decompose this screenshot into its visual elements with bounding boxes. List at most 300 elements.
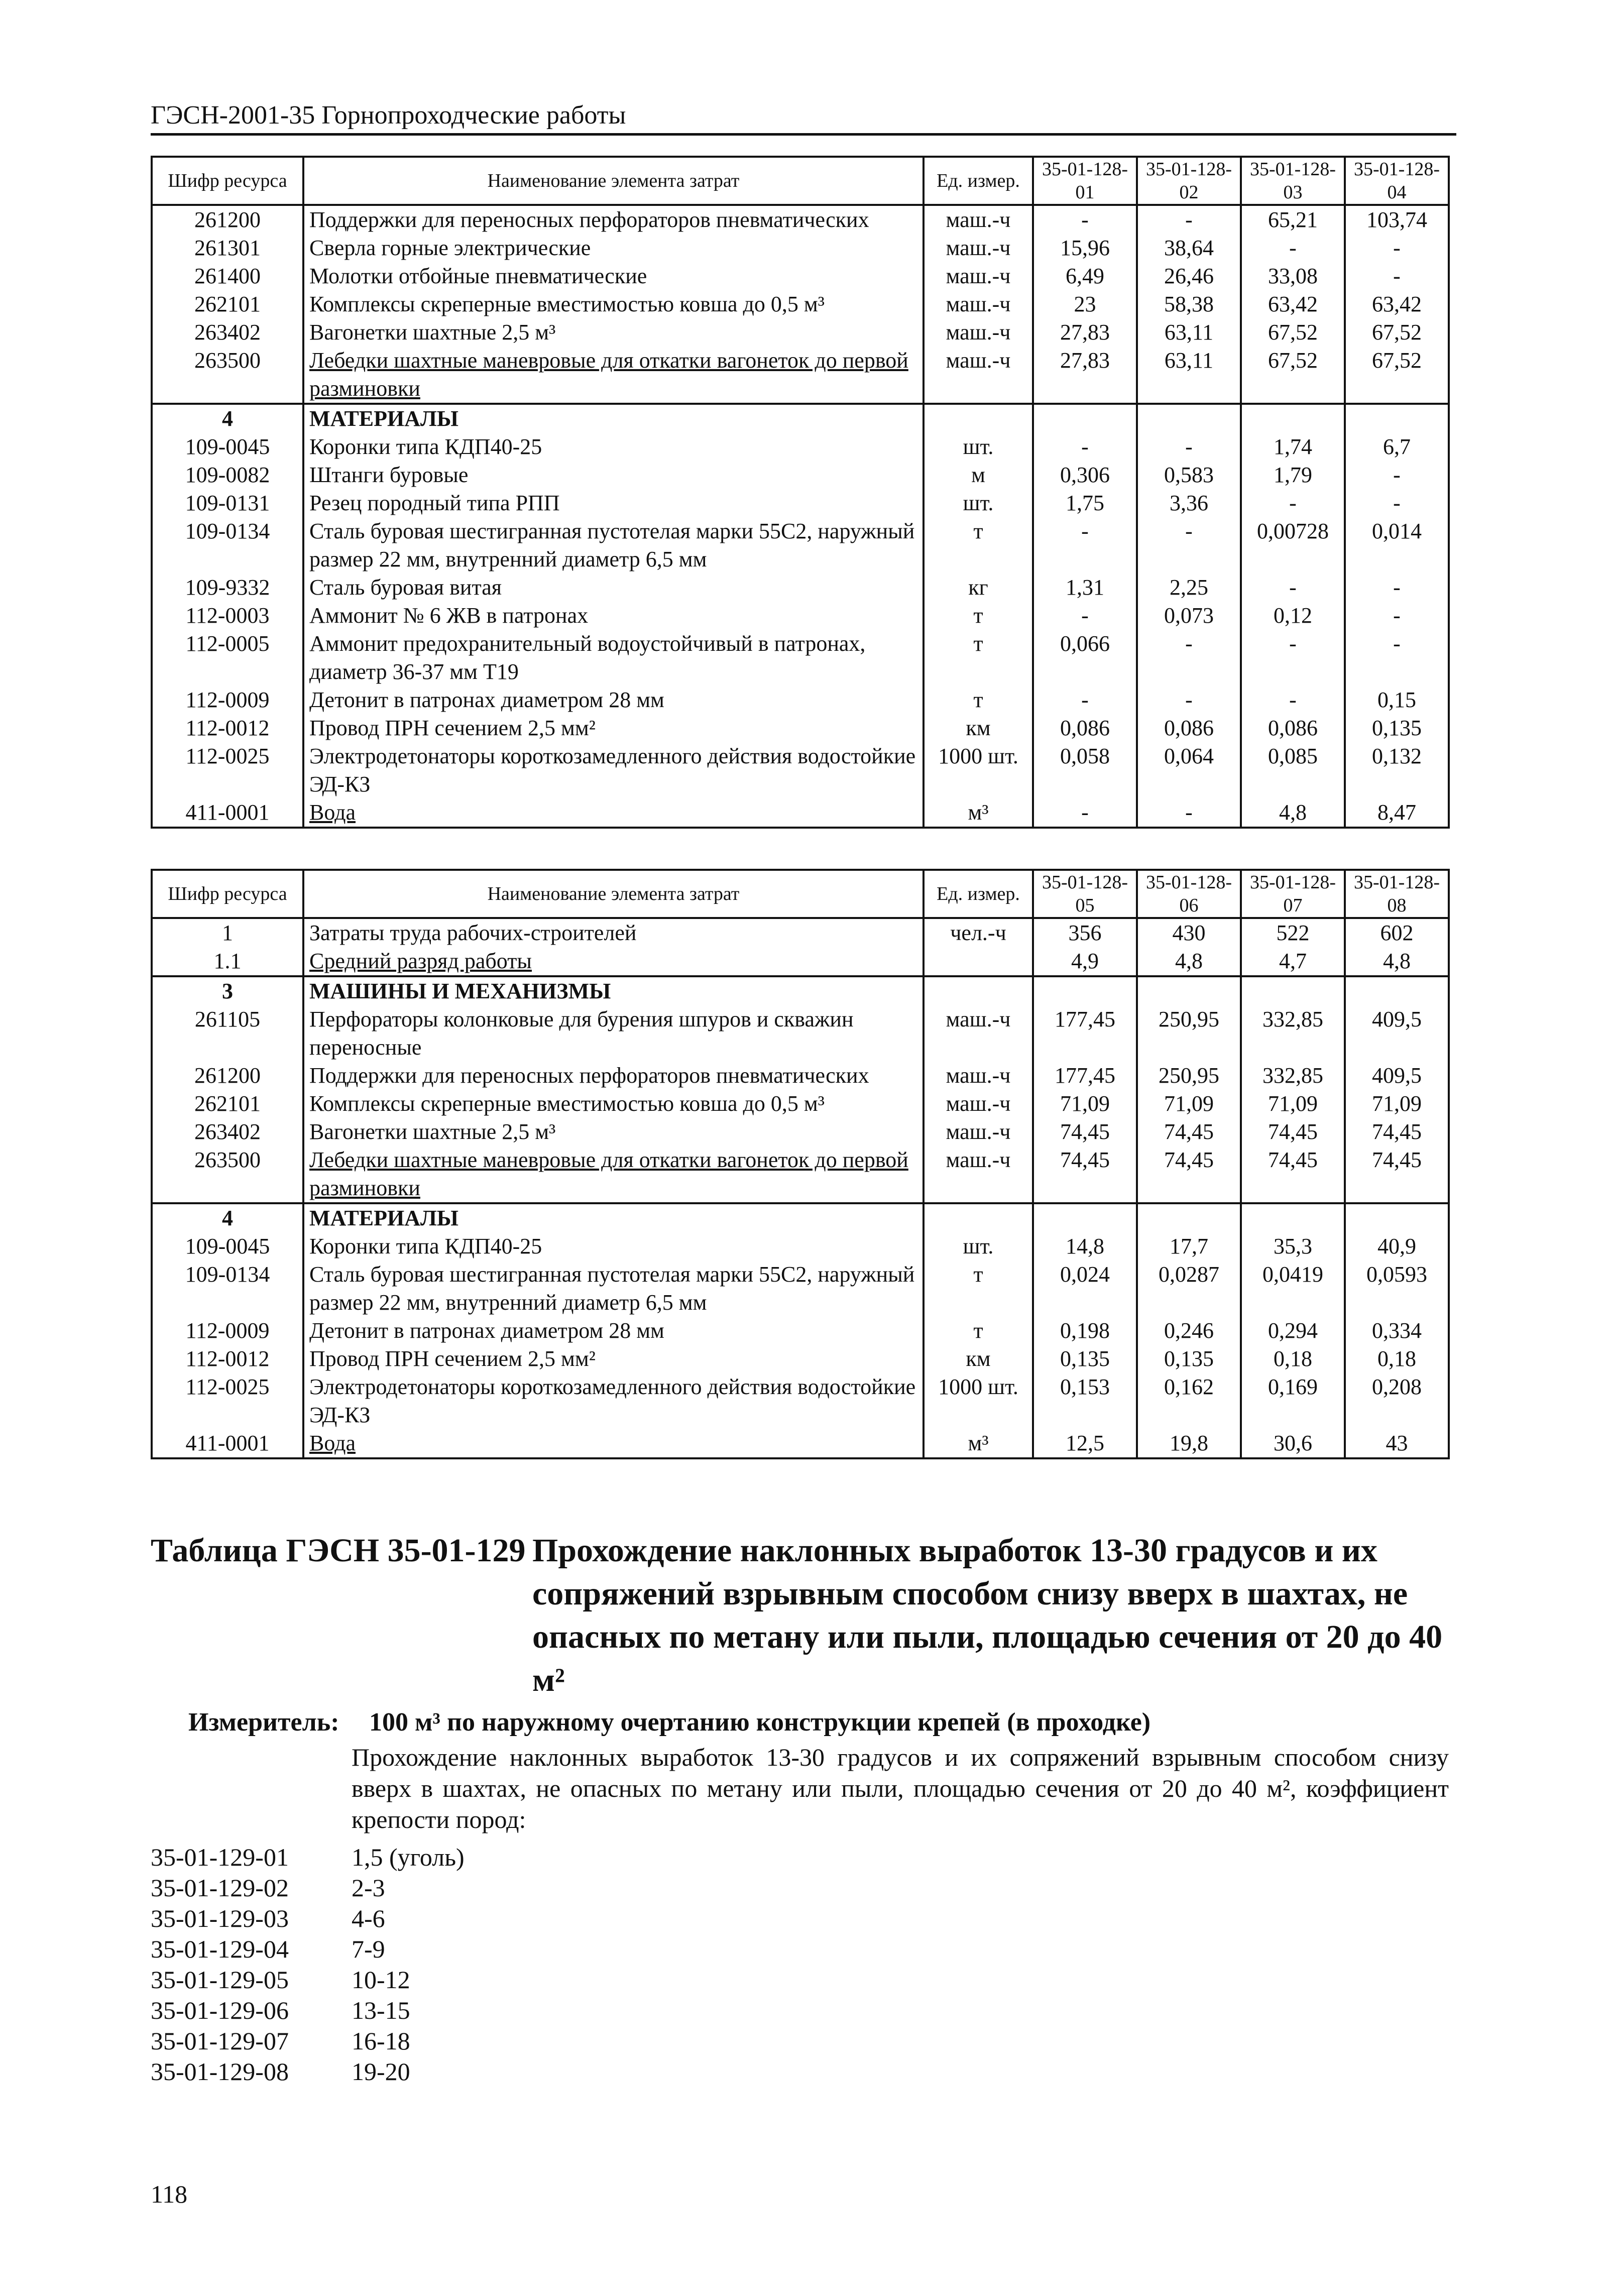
code-value: 7-9	[352, 1935, 385, 1963]
cell-value: 12,5	[1033, 1429, 1137, 1458]
cell-value: 0,132	[1345, 742, 1449, 798]
table-row	[152, 686, 1449, 714]
cell-value	[1345, 404, 1449, 433]
table-row	[152, 489, 1449, 517]
table-row	[152, 742, 1449, 798]
cell-name: Коронки типа КДП40-25	[303, 1232, 924, 1260]
cell-unit: т	[924, 1317, 1033, 1345]
cell-code: 112-0009	[152, 686, 303, 714]
table-row	[152, 318, 1449, 347]
codes-list	[151, 1842, 465, 2087]
cell-value: 6,7	[1345, 433, 1449, 461]
header-col: 35-01-128-03	[1241, 157, 1345, 205]
cell-name: Сверла горные электрические	[303, 234, 924, 262]
cell-code: 261105	[152, 1005, 303, 1062]
cell-value: 19,8	[1137, 1429, 1241, 1458]
cell-value: 0,00728	[1241, 517, 1345, 573]
cell-value: 67,52	[1345, 347, 1449, 404]
cell-value: 4,8	[1241, 798, 1345, 828]
table-header-row	[152, 870, 1449, 918]
cell-code: 112-0012	[152, 1345, 303, 1373]
cell-value: 1,79	[1241, 461, 1345, 489]
cell-code: 1.1	[152, 947, 303, 976]
page-number: 118	[151, 2180, 188, 2208]
cell-name: Вагонетки шахтные 2,5 м³	[303, 318, 924, 347]
cell-code: 112-0009	[152, 1317, 303, 1345]
cell-unit	[924, 947, 1033, 976]
code-item	[151, 2056, 465, 2087]
table-row	[152, 433, 1449, 461]
cell-value: 0,18	[1345, 1345, 1449, 1373]
cell-value: 0,198	[1033, 1317, 1137, 1345]
table-row	[152, 290, 1449, 318]
cell-unit: чел.-ч	[924, 918, 1033, 947]
cell-value: 4,8	[1345, 947, 1449, 976]
cell-unit: шт.	[924, 1232, 1033, 1260]
table-row	[152, 1345, 1449, 1373]
cell-unit: маш.-ч	[924, 318, 1033, 347]
table-row	[152, 1062, 1449, 1090]
cell-value: -	[1033, 205, 1137, 234]
cell-name: Вода	[303, 1429, 924, 1458]
code-item	[151, 1903, 465, 1934]
cell-value: 74,45	[1137, 1118, 1241, 1146]
header-unit: Ед. измер.	[924, 870, 1033, 918]
cell-code: 411-0001	[152, 1429, 303, 1458]
cell-name: МАТЕРИАЛЫ	[303, 1203, 924, 1232]
cell-unit: м³	[924, 798, 1033, 828]
cell-code: 109-0045	[152, 1232, 303, 1260]
cell-value: 0,014	[1345, 517, 1449, 573]
description: Прохождение наклонных выработок 13-30 градусов и их сопряжений взрывным способом снизу вверх в шахтах, не опасных по метану или пыли, площадью сечения от 20 до 40 м², коэффициент крепости пород:	[352, 1743, 1449, 1833]
code-item	[151, 1842, 465, 1873]
cell-value: 74,45	[1033, 1118, 1137, 1146]
cell-name: Молотки отбойные пневматические	[303, 262, 924, 290]
cell-name: МАШИНЫ И МЕХАНИЗМЫ	[303, 976, 924, 1005]
cell-value: -	[1241, 686, 1345, 714]
cell-value: -	[1241, 489, 1345, 517]
cell-value: 1,31	[1033, 573, 1137, 602]
cell-name: Аммонит № 6 ЖВ в патронах	[303, 602, 924, 630]
table-row	[152, 234, 1449, 262]
cell-name: МАТЕРИАЛЫ	[303, 404, 924, 433]
cell-code: 3	[152, 976, 303, 1005]
header-col: 35-01-128-05	[1033, 870, 1137, 918]
cell-name: Средний разряд работы	[303, 947, 924, 976]
cell-value: 65,21	[1241, 205, 1345, 234]
cell-code: 261200	[152, 205, 303, 234]
cell-code: 261200	[152, 1062, 303, 1090]
code-value: 10-12	[352, 1966, 410, 1994]
cell-value: 71,09	[1137, 1090, 1241, 1118]
cell-value: 74,45	[1241, 1146, 1345, 1203]
cell-value: 74,45	[1345, 1118, 1449, 1146]
cell-value: 430	[1137, 918, 1241, 947]
header-unit: Ед. измер.	[924, 157, 1033, 205]
cost-table-top	[151, 156, 1450, 829]
cell-unit: маш.-ч	[924, 1118, 1033, 1146]
cell-value: 332,85	[1241, 1005, 1345, 1062]
cell-value: 332,85	[1241, 1062, 1345, 1090]
cell-name: Поддержки для переносных перфораторов пневматических	[303, 1062, 924, 1090]
table-row	[152, 1429, 1449, 1458]
cell-value: 15,96	[1033, 234, 1137, 262]
cell-value: 522	[1241, 918, 1345, 947]
cell-value: -	[1137, 630, 1241, 686]
cell-value: -	[1345, 234, 1449, 262]
cell-value: 26,46	[1137, 262, 1241, 290]
cell-unit: м	[924, 461, 1033, 489]
cell-code: 109-0131	[152, 489, 303, 517]
cell-code: 262101	[152, 290, 303, 318]
table-body	[152, 918, 1449, 1458]
cell-value: 33,08	[1241, 262, 1345, 290]
cell-value: 0,12	[1241, 602, 1345, 630]
measure-label: Измеритель:	[188, 1708, 339, 1737]
cell-value: 177,45	[1033, 1062, 1137, 1090]
cell-value: -	[1033, 686, 1137, 714]
code-number: 35-01-129-06	[151, 1996, 289, 2024]
code-value: 4-6	[352, 1904, 385, 1932]
cell-unit: 1000 шт.	[924, 1373, 1033, 1429]
table-row	[152, 630, 1449, 686]
cell-value	[1033, 976, 1137, 1005]
cell-value: 409,5	[1345, 1062, 1449, 1090]
cell-code: 263402	[152, 1118, 303, 1146]
header-col: 35-01-128-04	[1345, 157, 1449, 205]
code-number: 35-01-129-05	[151, 1966, 289, 1994]
code-number: 35-01-129-04	[151, 1935, 289, 1963]
cell-value	[1241, 1203, 1345, 1232]
table-row	[152, 798, 1449, 828]
cell-value: 63,11	[1137, 318, 1241, 347]
cell-unit: маш.-ч	[924, 234, 1033, 262]
cell-value: 0,294	[1241, 1317, 1345, 1345]
cell-unit: км	[924, 1345, 1033, 1373]
cell-value: -	[1033, 798, 1137, 828]
cell-value: -	[1241, 573, 1345, 602]
cell-code: 261301	[152, 234, 303, 262]
cell-value: 0,18	[1241, 1345, 1345, 1373]
cell-value	[1241, 976, 1345, 1005]
table-row	[152, 404, 1449, 433]
header-code: Шифр ресурса	[152, 157, 303, 205]
cell-value: 0,135	[1345, 714, 1449, 742]
cell-name: Детонит в патронах диаметром 28 мм	[303, 686, 924, 714]
cell-unit: маш.-ч	[924, 347, 1033, 404]
cell-value: -	[1345, 262, 1449, 290]
table-row	[152, 602, 1449, 630]
code-number: 35-01-129-08	[151, 2057, 289, 2086]
cell-code: 263500	[152, 347, 303, 404]
cell-code: 109-0134	[152, 1260, 303, 1317]
cell-code: 112-0012	[152, 714, 303, 742]
cell-value: 0,0419	[1241, 1260, 1345, 1317]
cell-value: 67,52	[1345, 318, 1449, 347]
cell-value: 0,334	[1345, 1317, 1449, 1345]
cell-value: -	[1033, 602, 1137, 630]
table-row	[152, 976, 1449, 1005]
code-number: 35-01-129-07	[151, 2027, 289, 2055]
cell-value	[1137, 404, 1241, 433]
cell-name: Лебедки шахтные маневровые для откатки вагонеток до первой разминовки	[303, 1146, 924, 1203]
cell-unit: маш.-ч	[924, 290, 1033, 318]
cell-value: 6,49	[1033, 262, 1137, 290]
cell-code: 112-0005	[152, 630, 303, 686]
cell-value: -	[1137, 205, 1241, 234]
table-row	[152, 1373, 1449, 1429]
cell-value	[1137, 976, 1241, 1005]
cell-unit: 1000 шт.	[924, 742, 1033, 798]
cell-value: 63,11	[1137, 347, 1241, 404]
cell-value: 0,583	[1137, 461, 1241, 489]
cell-code: 109-0045	[152, 433, 303, 461]
cell-value: 0,15	[1345, 686, 1449, 714]
cell-code: 109-0082	[152, 461, 303, 489]
measure-value: 100 м³ по наружному очертанию конструкции крепей (в проходке)	[369, 1708, 1151, 1737]
cell-unit: т	[924, 517, 1033, 573]
cell-value: 0,169	[1241, 1373, 1345, 1429]
cell-value: 0,086	[1241, 714, 1345, 742]
cell-value: -	[1137, 517, 1241, 573]
cell-code: 262101	[152, 1090, 303, 1118]
table-row	[152, 205, 1449, 234]
cell-value: 0,0287	[1137, 1260, 1241, 1317]
cell-name: Детонит в патронах диаметром 28 мм	[303, 1317, 924, 1345]
cell-value	[1033, 1203, 1137, 1232]
cell-value: 4,7	[1241, 947, 1345, 976]
cell-value: -	[1241, 630, 1345, 686]
code-item	[151, 1965, 465, 1995]
cell-value: 0,058	[1033, 742, 1137, 798]
table-row	[152, 262, 1449, 290]
cell-value: 0,086	[1033, 714, 1137, 742]
code-value: 19-20	[352, 2057, 410, 2086]
cell-code: 263402	[152, 318, 303, 347]
header-col: 35-01-128-07	[1241, 870, 1345, 918]
table-row	[152, 517, 1449, 573]
cell-value: 58,38	[1137, 290, 1241, 318]
cell-code: 411-0001	[152, 798, 303, 828]
header-col: 35-01-128-08	[1345, 870, 1449, 918]
cell-name: Электродетонаторы короткозамедленного действия водостойкие ЭД-КЗ	[303, 742, 924, 798]
cell-value: 0,246	[1137, 1317, 1241, 1345]
cell-value: -	[1345, 461, 1449, 489]
cell-value: 8,47	[1345, 798, 1449, 828]
cell-value: -	[1137, 686, 1241, 714]
header-name: Наименование элемента затрат	[303, 157, 924, 205]
table-row	[152, 947, 1449, 976]
cell-unit: маш.-ч	[924, 205, 1033, 234]
cell-value: 30,6	[1241, 1429, 1345, 1458]
cell-name: Аммонит предохранительный водоустойчивый в патронах, диаметр 36-37 мм Т19	[303, 630, 924, 686]
cell-name: Вода	[303, 798, 924, 828]
cell-value	[1345, 976, 1449, 1005]
cell-name: Коронки типа КДП40-25	[303, 433, 924, 461]
cell-unit	[924, 976, 1033, 1005]
cell-name: Вагонетки шахтные 2,5 м³	[303, 1118, 924, 1146]
cell-value: 4,9	[1033, 947, 1137, 976]
table-title	[151, 1529, 1456, 1702]
code-number: 35-01-129-01	[151, 1843, 289, 1871]
cell-unit: кг	[924, 573, 1033, 602]
cell-name: Перфораторы колонковые для бурения шпуров и скважин переносные	[303, 1005, 924, 1062]
cell-unit: т	[924, 602, 1033, 630]
cell-value: 1,75	[1033, 489, 1137, 517]
cell-value: 0,153	[1033, 1373, 1137, 1429]
cell-name: Провод ПРН сечением 2,5 мм²	[303, 714, 924, 742]
cell-unit	[924, 1203, 1033, 1232]
cell-name: Затраты труда рабочих-строителей	[303, 918, 924, 947]
cell-value: 74,45	[1033, 1146, 1137, 1203]
table-body	[152, 205, 1449, 828]
table-row	[152, 714, 1449, 742]
code-item	[151, 1934, 465, 1965]
header-col: 35-01-128-06	[1137, 870, 1241, 918]
table-row	[152, 1232, 1449, 1260]
table-title-text: Прохождение наклонных выработок 13-30 градусов и их сопряжений взрывным способом снизу вверх в шахтах, не опасных по метану или пыли, площадью сечения от 20 до 40 м²	[532, 1532, 1443, 1698]
header-col: 35-01-128-01	[1033, 157, 1137, 205]
cell-unit	[924, 404, 1033, 433]
cell-value	[1241, 404, 1345, 433]
cell-code: 109-9332	[152, 573, 303, 602]
cell-value: 38,64	[1137, 234, 1241, 262]
table-row	[152, 1146, 1449, 1203]
cell-unit: шт.	[924, 433, 1033, 461]
cell-value: 63,42	[1241, 290, 1345, 318]
cell-unit: маш.-ч	[924, 262, 1033, 290]
cell-unit: маш.-ч	[924, 1090, 1033, 1118]
cell-value: 27,83	[1033, 318, 1137, 347]
table-title-label: Таблица ГЭСН 35-01-129	[151, 1532, 526, 1569]
cell-value: 0,066	[1033, 630, 1137, 686]
cell-value: 71,09	[1345, 1090, 1449, 1118]
cell-name: Штанги буровые	[303, 461, 924, 489]
cell-name: Поддержки для переносных перфораторов пневматических	[303, 205, 924, 234]
table-row	[152, 1090, 1449, 1118]
code-item	[151, 1995, 465, 2026]
table-row	[152, 1317, 1449, 1345]
cell-value: -	[1345, 489, 1449, 517]
cell-value: 0,0593	[1345, 1260, 1449, 1317]
cell-name: Комплексы скреперные вместимостью ковша до 0,5 м³	[303, 290, 924, 318]
cell-name: Сталь буровая шестигранная пустотелая марки 55С2, наружный размер 22 мм, внутренний диаметр 6,5 мм	[303, 1260, 924, 1317]
cell-unit: маш.-ч	[924, 1146, 1033, 1203]
cell-unit: м³	[924, 1429, 1033, 1458]
cell-value: 2,25	[1137, 573, 1241, 602]
code-item	[151, 2026, 465, 2056]
table-row	[152, 1118, 1449, 1146]
cell-value: 67,52	[1241, 347, 1345, 404]
cell-value: 74,45	[1241, 1118, 1345, 1146]
cell-value: 0,306	[1033, 461, 1137, 489]
header-col: 35-01-128-02	[1137, 157, 1241, 205]
cell-value: 0,073	[1137, 602, 1241, 630]
cell-unit: т	[924, 686, 1033, 714]
cell-value: 67,52	[1241, 318, 1345, 347]
cell-value: 63,42	[1345, 290, 1449, 318]
header-code: Шифр ресурса	[152, 870, 303, 918]
cell-name: Резец породный типа РПП	[303, 489, 924, 517]
cell-value: 0,064	[1137, 742, 1241, 798]
cell-value: 250,95	[1137, 1062, 1241, 1090]
table-row	[152, 1203, 1449, 1232]
cell-code: 4	[152, 404, 303, 433]
cell-value: 356	[1033, 918, 1137, 947]
cell-name: Сталь буровая витая	[303, 573, 924, 602]
table-row	[152, 918, 1449, 947]
cell-value: 14,8	[1033, 1232, 1137, 1260]
cell-value: -	[1137, 433, 1241, 461]
cell-value: 1,74	[1241, 433, 1345, 461]
cell-code: 109-0134	[152, 517, 303, 573]
cell-value: -	[1033, 517, 1137, 573]
cell-value: 0,135	[1137, 1345, 1241, 1373]
table-row	[152, 461, 1449, 489]
cell-name: Электродетонаторы короткозамедленного действия водостойкие ЭД-КЗ	[303, 1373, 924, 1429]
cell-value: 0,086	[1137, 714, 1241, 742]
cell-value: 35,3	[1241, 1232, 1345, 1260]
code-value: 1,5 (уголь)	[352, 1843, 465, 1871]
cell-value: 250,95	[1137, 1005, 1241, 1062]
cell-value: 103,74	[1345, 205, 1449, 234]
cell-value: -	[1345, 630, 1449, 686]
cell-value: 74,45	[1137, 1146, 1241, 1203]
cell-value: 0,162	[1137, 1373, 1241, 1429]
cell-value: 602	[1345, 918, 1449, 947]
table-row	[152, 347, 1449, 404]
cell-code: 112-0025	[152, 742, 303, 798]
cell-name: Лебедки шахтные маневровые для откатки вагонеток до первой разминовки	[303, 347, 924, 404]
cell-value: 71,09	[1241, 1090, 1345, 1118]
measure-line	[188, 1707, 1150, 1737]
cell-value: 0,085	[1241, 742, 1345, 798]
cell-value: 17,7	[1137, 1232, 1241, 1260]
cell-value: 0,135	[1033, 1345, 1137, 1373]
cell-unit: маш.-ч	[924, 1062, 1033, 1090]
cell-value: 23	[1033, 290, 1137, 318]
table-row	[152, 1005, 1449, 1062]
cell-name: Комплексы скреперные вместимостью ковша до 0,5 м³	[303, 1090, 924, 1118]
running-header: ГЭСН-2001-35 Горнопроходческие работы	[151, 100, 1456, 136]
cell-unit: т	[924, 630, 1033, 686]
code-item	[151, 1873, 465, 1903]
cell-value: 43	[1345, 1429, 1449, 1458]
cell-code: 112-0025	[152, 1373, 303, 1429]
cell-code: 261400	[152, 262, 303, 290]
cell-value: 3,36	[1137, 489, 1241, 517]
cell-value: 4,8	[1137, 947, 1241, 976]
cell-value: 0,024	[1033, 1260, 1137, 1317]
cell-unit: маш.-ч	[924, 1005, 1033, 1062]
cell-value: -	[1241, 234, 1345, 262]
cell-value: 74,45	[1345, 1146, 1449, 1203]
code-number: 35-01-129-02	[151, 1874, 289, 1902]
header-name: Наименование элемента затрат	[303, 870, 924, 918]
code-value: 13-15	[352, 1996, 410, 2024]
code-value: 2-3	[352, 1874, 385, 1902]
cell-code: 4	[152, 1203, 303, 1232]
table-row	[152, 573, 1449, 602]
cell-value: 27,83	[1033, 347, 1137, 404]
cell-value: 0,208	[1345, 1373, 1449, 1429]
cell-value: -	[1033, 433, 1137, 461]
cell-unit: шт.	[924, 489, 1033, 517]
code-value: 16-18	[352, 2027, 410, 2055]
table-row	[152, 1260, 1449, 1317]
cell-name: Провод ПРН сечением 2,5 мм²	[303, 1345, 924, 1373]
cell-value: 71,09	[1033, 1090, 1137, 1118]
